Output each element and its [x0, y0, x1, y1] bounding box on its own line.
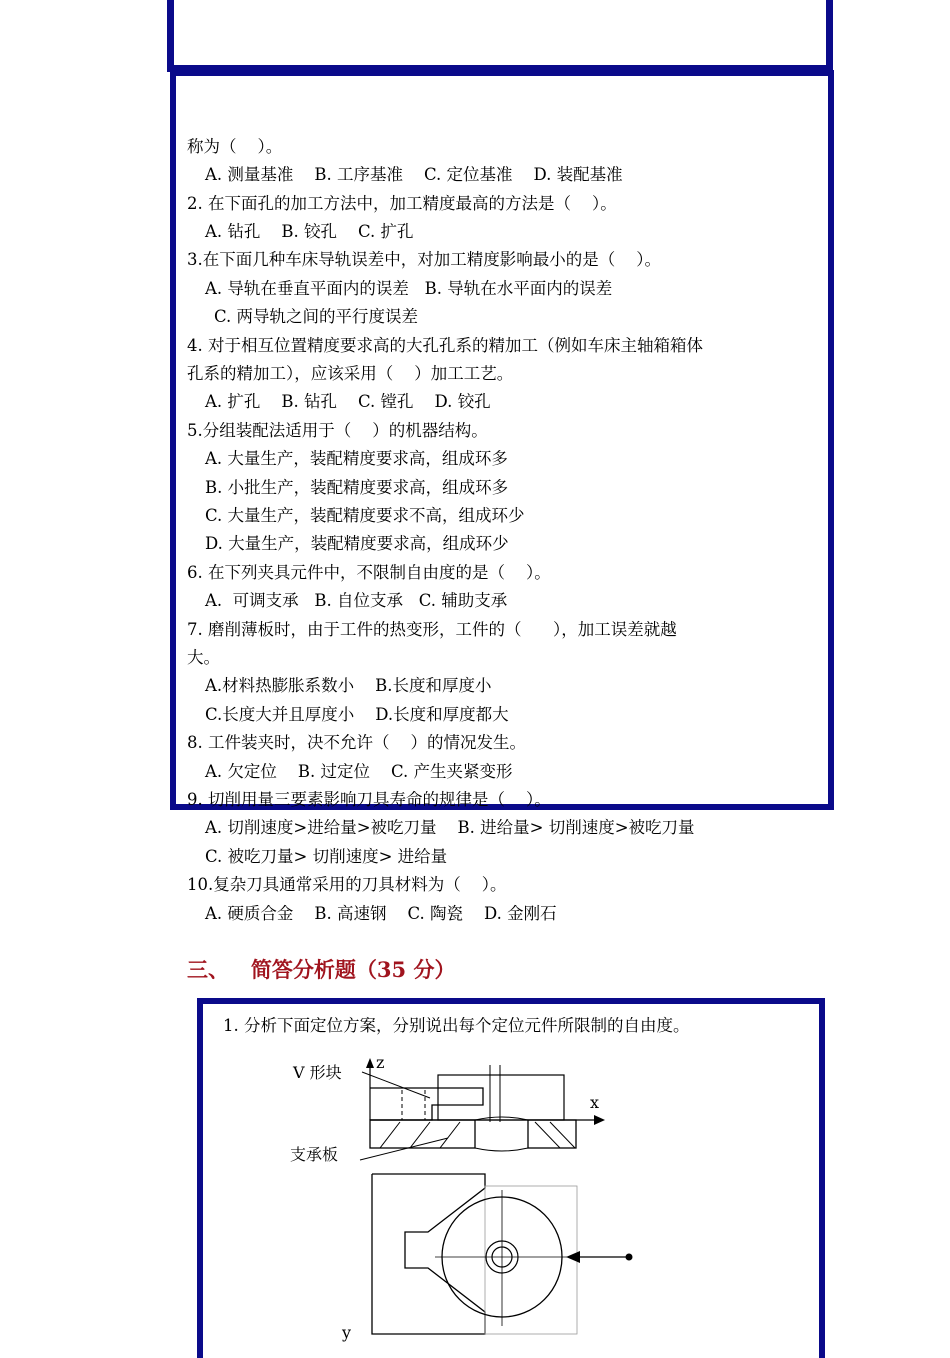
- hatch-line: [550, 1122, 575, 1148]
- workpiece-front: [438, 1075, 564, 1120]
- question-6: 6. 在下列夹具元件中，不限制自由度的是（ ）。: [187, 563, 551, 582]
- z-axis-label: z: [376, 1053, 385, 1072]
- x-axis-label: x: [590, 1093, 600, 1112]
- v-block-leader: [362, 1072, 430, 1098]
- support-plate-left: [370, 1120, 475, 1148]
- answer-option-b: B. 小批生产，装配精度要求高，组成环多: [205, 478, 509, 497]
- workpiece-outline: [485, 1186, 577, 1334]
- answer-options: C. 两导轨之间的平行度误差: [214, 307, 419, 326]
- clamp-point: [626, 1254, 633, 1261]
- answer-options: A. 导轨在垂直平面内的误差 B. 导轨在水平面内的误差: [205, 279, 613, 298]
- question-text: 称为（ ）。: [187, 137, 283, 156]
- positioning-diagram: [280, 1050, 650, 1342]
- v-block-top-view: [372, 1174, 485, 1334]
- question-7: 7. 磨削薄板时，由于工件的热变形，工件的（ ），加工误差就越: [187, 620, 677, 639]
- question-8: 8. 工件装夹时，决不允许（ ）的情况发生。: [187, 733, 526, 752]
- section-heading: 三、 简答分析题（35 分）: [187, 957, 456, 982]
- question-9: 9. 切削用量三要素影响刀具寿命的规律是（ ）。: [187, 790, 551, 809]
- hatch-line: [410, 1122, 430, 1148]
- answer-options: A. 可调支承 B. 自位支承 C. 辅助支承: [205, 591, 508, 610]
- answer-options: A.材料热膨胀系数小 B.长度和厚度小: [205, 676, 492, 695]
- answer-options: A. 扩孔 B. 钻孔 C. 镗孔 D. 铰孔: [205, 392, 491, 411]
- question-7-cont: 大。: [187, 648, 220, 667]
- break-line: [475, 1148, 528, 1151]
- question-5: 5.分组装配法适用于（ ）的机器结构。: [187, 421, 488, 440]
- answer-option-c: C. 大量生产，装配精度要求不高，组成环少: [205, 506, 525, 525]
- answer-options: A. 钻孔 B. 铰孔 C. 扩孔: [205, 222, 414, 241]
- question-4-cont: 孔系的精加工），应该采用（ ）加工工艺。: [187, 364, 514, 383]
- v-block-front: [370, 1088, 483, 1120]
- support-plate-leader: [360, 1138, 448, 1160]
- page-frame-top: [167, 0, 833, 72]
- x-arrow-icon: [594, 1115, 605, 1125]
- hatch-line: [440, 1122, 460, 1148]
- answer-options: A. 欠定位 B. 过定位 C. 产生夹紧变形: [205, 762, 513, 781]
- z-arrow-icon: [366, 1058, 374, 1068]
- answer-options: A. 硬质合金 B. 高速钢 C. 陶瓷 D. 金刚石: [205, 904, 557, 923]
- hatch-line: [380, 1122, 400, 1148]
- answer-option-a: A. 大量生产，装配精度要求高，组成环多: [205, 449, 508, 468]
- question-4: 4. 对于相互位置精度要求高的大孔孔系的精加工（例如车床主轴箱箱体: [187, 336, 703, 355]
- support-plate-label: 支承板: [290, 1145, 339, 1164]
- hatch-line: [535, 1122, 560, 1148]
- question-2: 2. 在下面孔的加工方法中，加工精度最高的方法是（ ）。: [187, 194, 617, 213]
- answer-options: A. 测量基准 B. 工序基准 C. 定位基准 D. 装配基准: [205, 165, 623, 184]
- answer-option-d: D. 大量生产，装配精度要求高，组成环少: [205, 534, 509, 553]
- y-axis-label: y: [342, 1323, 352, 1342]
- question-10: 10.复杂刀具通常采用的刀具材料为（ ）。: [187, 875, 507, 894]
- v-block-label: V 形块: [293, 1063, 342, 1082]
- answer-options: C. 被吃刀量> 切削速度> 进给量: [205, 847, 448, 866]
- question-3: 3.在下面几种车床导轨误差中，对加工精度影响最小的是（ ）。: [187, 250, 661, 269]
- clamp-arrow-icon: [566, 1251, 580, 1263]
- answer-options: A. 切削速度>进给量>被吃刀量 B. 进给量> 切削速度>被吃刀量: [205, 818, 695, 837]
- answer-options: C.长度大并且厚度小 D.长度和厚度都大: [205, 705, 509, 724]
- question-1: 1. 分析下面定位方案，分别说出每个定位元件所限制的自由度。: [223, 1016, 690, 1035]
